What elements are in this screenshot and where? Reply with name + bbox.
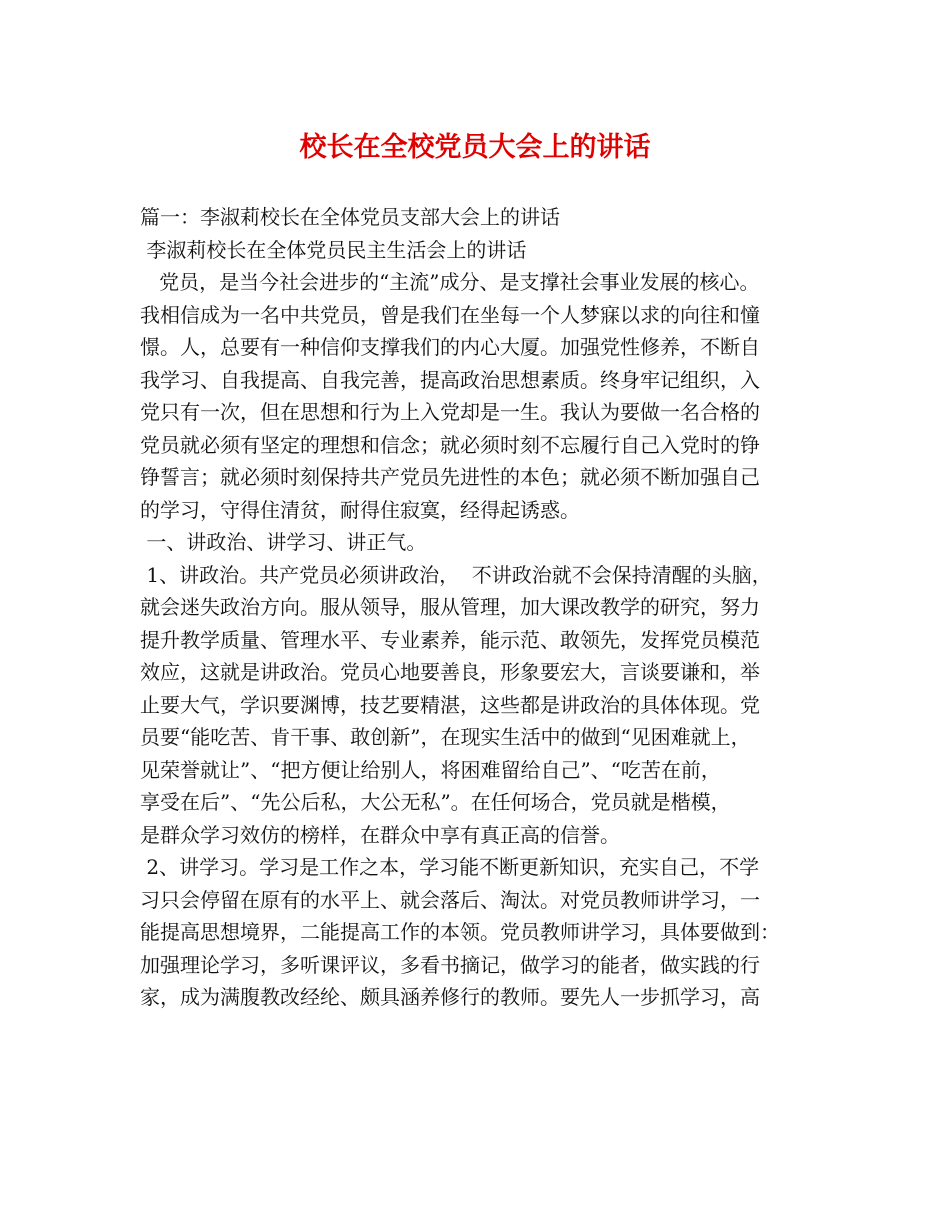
body-line: 的学习，守得住清贫，耐得住寂寞，经得起诱惑。 xyxy=(140,497,580,522)
body-line: 一、讲政治、讲学习、讲正气。 xyxy=(140,530,427,554)
body-line: 我学习、自我提高、自我完善，提高政治思想素质。终身牢记组织，入 xyxy=(140,367,760,392)
body-line: 加强理论学习，多听课评议，多看书摘记，做学习的能者，做实践的行 xyxy=(140,952,760,977)
body-line: 党员，是当今社会进步的“主流”成分、是支撑社会事业发展的核心。 xyxy=(140,270,760,294)
body-line: 1、讲政治。共产党员必须讲政治， 不讲政治就不会保持清醒的头脑， xyxy=(140,562,772,587)
body-line: 就会迷失政治方向。服从领导，服从管理，加大课改教学的研究，努力 xyxy=(140,595,760,619)
body-line: 篇一：李淑莉校长在全体党员支部大会上的讲话 xyxy=(140,205,560,229)
body-line: 党只有一次，但在思想和行为上入党却是一生。我认为要做一名合格的 xyxy=(140,400,760,424)
body-line: 2、讲学习。学习是工作之本，学习能不断更新知识，充实自己，不学 xyxy=(140,855,760,879)
body-line: 能提高思想境界，二能提高工作的本领。党员教师讲学习，具体要做到： xyxy=(140,920,780,944)
body-line: 享受在后”、“先公后私，大公无私”。在任何场合，党员就是楷模， xyxy=(140,790,731,814)
body-line: 效应，这就是讲政治。党员心地要善良，形象要宏大，言谈要谦和，举 xyxy=(140,660,760,684)
body-line: 员要“能吃苦、肯干事、敢创新”，在现实生活中的做到“见困难就上， xyxy=(140,725,751,749)
document-title: 校长在全校党员大会上的讲话 xyxy=(299,132,651,163)
body-line: 提升教学质量、管理水平、专业素养，能示范、敢领先，发挥党员模范 xyxy=(140,627,760,652)
body-line: 憬。人，总要有一种信仰支撑我们的内心大厦。加强党性修养，不断自 xyxy=(140,335,760,359)
body-line: 李淑莉校长在全体党员民主生活会上的讲话 xyxy=(140,237,527,262)
body-line: 党员就必须有坚定的理想和信念；就必须时刻不忘履行自己入党时的铮 xyxy=(140,432,760,457)
body-line: 我相信成为一名中共党员，曾是我们在坐每一个人梦寐以求的向往和憧 xyxy=(140,302,760,327)
document-body xyxy=(140,201,830,1014)
body-line: 是群众学习效仿的榜样，在群众中享有真正高的信誉。 xyxy=(140,822,620,847)
body-line: 家，成为满腹教改经纶、颇具涵养修行的教师。要先人一步抓学习，高 xyxy=(140,985,760,1009)
body-line: 见荣誉就让”、“把方便让给别人，将困难留给自己”、“吃苦在前， xyxy=(140,757,721,782)
body-line: 止要大气，学识要渊博，技艺要精湛，这些都是讲政治的具体体现。党 xyxy=(140,692,760,717)
body-line: 习只会停留在原有的水平上、就会落后、淘汰。对党员教师讲学习，一 xyxy=(140,887,760,912)
body-line: 铮誓言；就必须时刻保持共产党员先进性的本色；就必须不断加强自己 xyxy=(140,465,760,489)
